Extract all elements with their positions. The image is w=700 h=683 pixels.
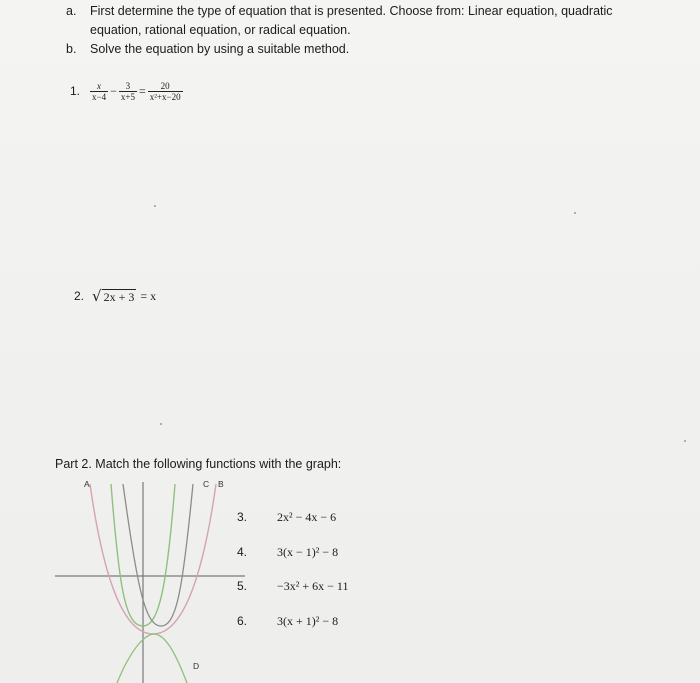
problem-1 [70,76,183,106]
paper-speck [160,423,162,425]
problem-1-fraction-1 [90,81,108,102]
instruction-a [66,2,656,40]
instruction-a-marker: a. [66,4,77,18]
instruction-b [66,40,656,59]
function-expression: 3(x − 1)² − 8 [277,545,339,559]
minus-sign: − [110,83,117,98]
fraction-2-denominator: x+5 [120,91,135,102]
problem-1-fraction-2 [119,81,137,102]
curve-c [90,484,216,634]
function-number: 5. [237,579,248,593]
graph-label-a: A [84,479,90,489]
function-item [237,545,377,563]
fraction-1-numerator: x [97,80,102,91]
problem-1-fraction-3 [148,81,183,102]
function-number: 4. [237,545,248,559]
problem-2 [74,287,156,305]
fraction-3-numerator: 20 [160,80,170,91]
fraction-1-denominator: x−4 [92,91,107,102]
function-expression: −3x² + 6x − 11 [277,579,349,593]
graph-label-d: D [193,661,200,671]
equals-sign: = [138,83,146,98]
function-item [237,510,377,528]
function-expression: 3(x + 1)² − 8 [277,614,339,628]
graph-label-b: B [218,479,224,489]
problem-1-number: 1. [70,84,81,98]
instruction-b-marker: b. [66,42,77,56]
instruction-b-text: Solve the equation by using a suitable method. [90,42,350,56]
graph-label-c: C [203,479,210,489]
function-number: 6. [237,614,248,628]
problem-2-rhs: = x [140,288,157,303]
paper-speck [684,440,686,442]
curve-d [117,634,187,683]
parabola-graph [55,476,248,683]
function-item [237,614,377,632]
fraction-2-numerator: 3 [125,80,131,91]
instruction-a-text: First determine the type of equation that is presented. Choose from: Linear equation, quadratic equation, rational equation, or radical equation. [90,4,613,37]
curve-b [123,484,193,626]
part-2-heading: Part 2. Match the following functions with the graph: [55,457,342,471]
paper-speck [574,212,576,214]
problem-2-radicand: 2x + 3 [103,289,135,304]
fraction-3-denominator: x²+x−20 [149,91,181,102]
function-item [237,579,377,597]
problem-2-number: 2. [74,289,85,303]
function-list [237,510,397,628]
sqrt-sign: √ [92,286,102,305]
function-number: 3. [237,510,248,524]
function-expression: 2x² − 4x − 6 [277,510,337,524]
paper-speck [154,205,156,207]
